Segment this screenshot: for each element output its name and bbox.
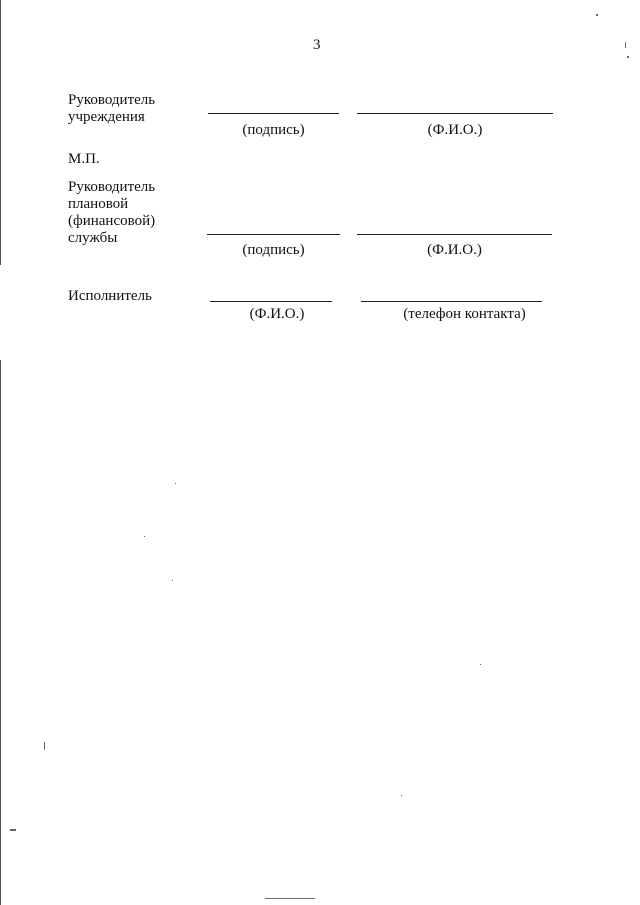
head-label-line-2: учреждения [68,109,145,125]
executor-label: Исполнитель [68,288,152,304]
scan-speck [401,795,402,796]
planning-label-line-2: плановой [68,196,129,212]
planning-signature-caption: (подпись) [242,242,305,258]
head-name-line [357,113,553,114]
scan-speck [596,14,598,16]
scan-edge-bottom [0,360,1,905]
planning-label-line-4: службы [68,230,118,246]
scan-speck [480,664,481,665]
planning-label-line-3: (финансовой) [68,213,156,229]
executor-name-line [210,301,332,302]
head-label-line-1: Руководитель [68,92,156,108]
head-name-caption: (Ф.И.О.) [427,122,483,138]
planning-signature-line [207,234,340,235]
planning-label-line-1: Руководитель [68,179,156,195]
scan-speck [625,42,626,48]
head-signature-line [208,113,339,114]
head-signature-caption: (подпись) [242,122,305,138]
scan-speck [175,483,176,484]
executor-name-caption: (Ф.И.О.) [249,306,305,322]
scan-speck [265,898,315,899]
planning-name-line [357,234,552,235]
scan-speck [627,56,629,58]
executor-phone-line [361,301,542,302]
scan-speck [144,536,145,537]
scan-edge-top [0,0,1,265]
executor-phone-caption: (телефон контакта) [403,306,526,322]
planning-name-caption: (Ф.И.О.) [427,242,482,258]
scan-speck [172,580,173,581]
page-number: 3 [313,37,321,53]
seal-mark: М.П. [68,151,100,167]
scan-speck [44,742,45,750]
scan-speck [10,829,16,831]
